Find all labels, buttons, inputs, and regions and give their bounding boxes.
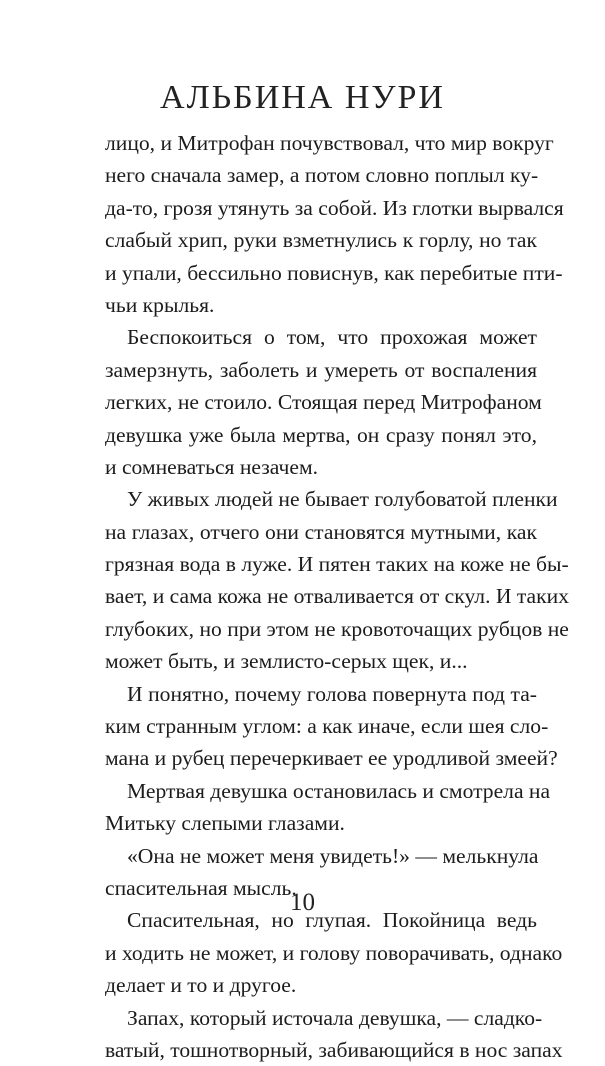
text-line: может быть, и землисто-серых щек, и... [105, 649, 468, 674]
text-line: Митьку слепыми глазами. [105, 811, 345, 836]
text-line: Запах, который источала девушка, — сладко- [127, 1005, 543, 1030]
text-line: глубоких, но при этом не кровоточащих рубцов не [105, 616, 569, 641]
text-line: мана и рубец перечеркивает ее уродливой змеей? [105, 746, 558, 771]
text-line: и сомневаться незачем. [105, 454, 319, 479]
page-number: 10 [290, 889, 315, 916]
paragraph [105, 1002, 563, 1066]
paragraph [105, 483, 569, 677]
text-line: и ходить не может, и голову поворачивать, однако [105, 940, 563, 965]
text-line: Спасительная, но глупая. Покойница ведь [127, 908, 537, 933]
text-line: У живых людей не бывает голубоватой пленки [127, 487, 558, 512]
text-line: ким странным углом: а как иначе, если шея сло- [105, 714, 549, 739]
text-line: ватый, тошнотворный, забивающийся в нос запах [105, 1037, 563, 1062]
text-line: делает и то и другое. [105, 973, 297, 998]
text-line: да-то, грозя утянуть за собой. Из глотки вырвался [105, 195, 564, 220]
text-line: слабый хрип, руки взметнулись к горлу, но так [105, 228, 537, 253]
paragraph [105, 775, 551, 840]
text-line: И понятно, почему голова повернута под та- [127, 681, 537, 706]
text-line: девушка уже была мертва, он сразу понял это, [105, 422, 537, 447]
text-line: на глазах, отчего они становятся мутными, как [105, 519, 537, 544]
text-line: лицо, и Митрофан почувствовал, что мир вокруг [105, 131, 554, 155]
text-line: вает, и сама кожа не отваливается от скул. И таких [105, 584, 569, 609]
text-line: Мертвая девушка остановилась и смотрела на [127, 778, 551, 803]
paragraph [105, 904, 563, 1001]
body-text [105, 127, 569, 1066]
text-line: и упали, бессильно повиснув, как перебитые пти- [105, 260, 563, 285]
text-line: «Она не может меня увидеть!» — мелькнула [127, 843, 539, 868]
text-line: него сначала замер, а потом словно поплыл ку- [105, 163, 539, 188]
running-header-author: АЛЬБИНА НУРИ [160, 79, 445, 116]
text-line: спасительная мысль. [105, 875, 297, 900]
text-line: чьи крылья. [105, 292, 215, 317]
text-line: Беспокоиться о том, что прохожая может [127, 325, 537, 350]
text-line: замерзнуть, заболеть и умереть от воспаления [105, 357, 537, 382]
paragraph [105, 321, 542, 483]
paragraph [105, 127, 564, 321]
text-line: легких, не стоило. Стоящая перед Митрофаном [105, 390, 542, 415]
text-line: грязная вода в луже. И пятен таких на коже не бы- [105, 552, 569, 577]
paragraph [105, 678, 558, 775]
